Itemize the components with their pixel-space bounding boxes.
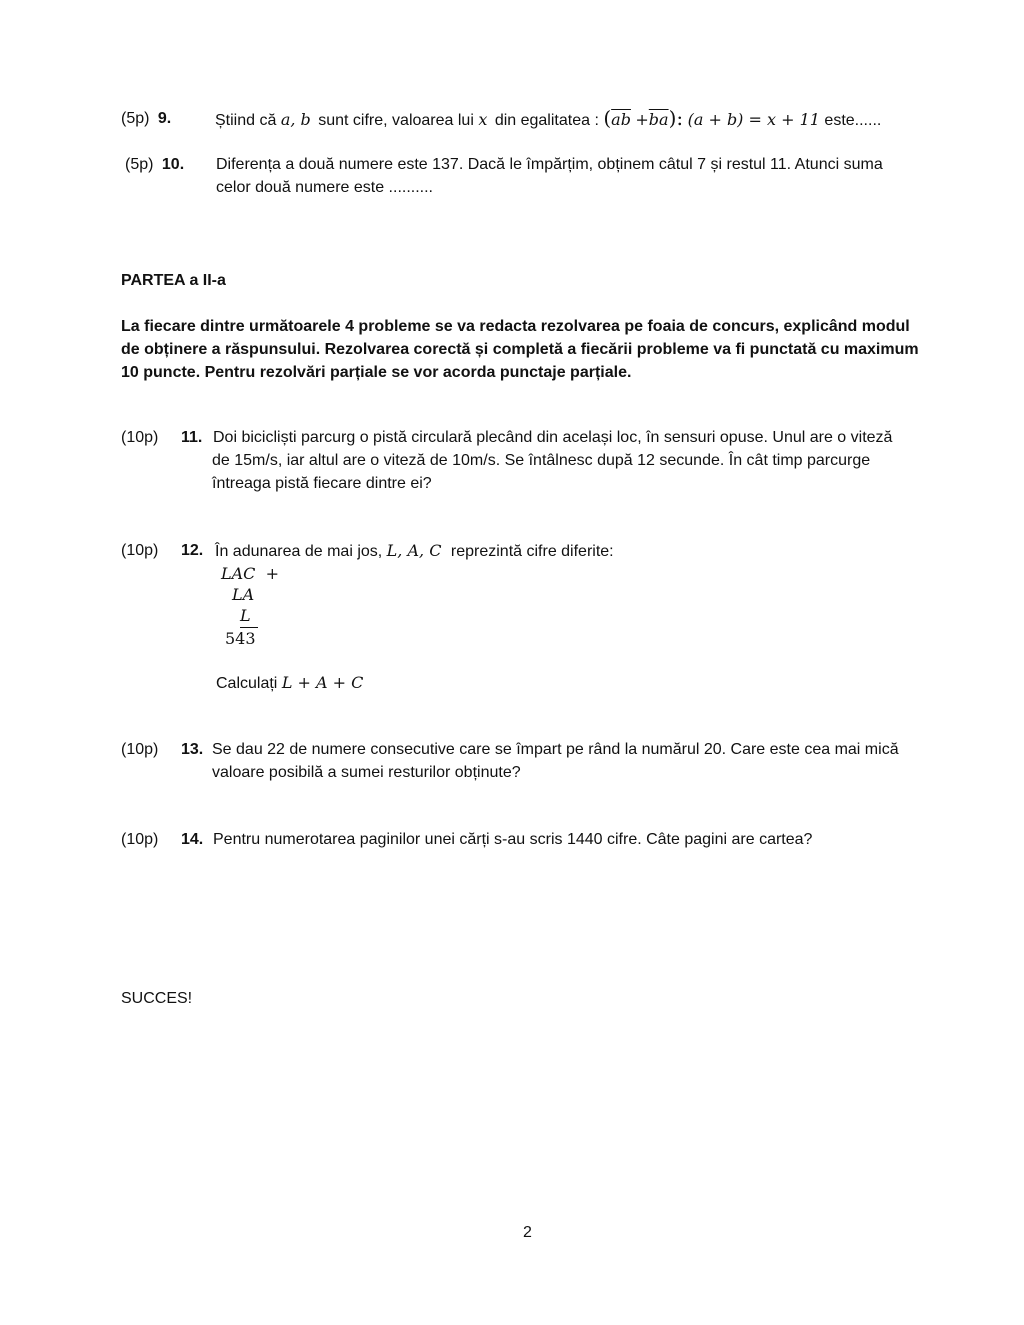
- addition-row-3: L: [240, 604, 258, 628]
- problem-9-ab-overline: $\overline{ab}$: [611, 110, 631, 129]
- problem-12-number: 12.: [181, 542, 204, 559]
- addition-sum: 543: [225, 629, 256, 648]
- problem-9-var-x: x: [478, 110, 488, 129]
- problem-11-line-2: de 15m/s, iar altul are o viteză de 10m/s. Se întâlnesc după 12 secunde. În cât timp parcurge: [212, 452, 871, 469]
- problem-9-text-2: sunt cifre, valoarea lui: [318, 112, 474, 129]
- addition-row-1: LAC +: [221, 564, 279, 583]
- part-2-instructions-line-2: de obținere a răspunsului. Rezolvarea corectă și completă a fiecării probleme va fi punctată cu maximum: [121, 341, 919, 358]
- problem-9-plus: +: [635, 110, 649, 129]
- problem-12-calc-expr: L + A + C: [281, 673, 364, 692]
- problem-12-points: (10p): [121, 542, 159, 559]
- problem-12-text-1: În adunarea de mai jos,: [215, 543, 383, 560]
- problem-11-number: 11.: [181, 429, 203, 446]
- problem-12-calc-label: Calculați: [216, 675, 278, 692]
- problem-9-points: (5p): [121, 110, 150, 127]
- problem-10-line-1: Diferența a două numere este 137. Dacă le împărțim, obținem câtul 7 și restul 11. Atunci suma: [216, 156, 883, 173]
- addition-row-2: LA: [232, 585, 255, 604]
- part-2-title: PARTEA a II-a: [121, 272, 226, 289]
- problem-9-vars-ab: a, b: [280, 110, 311, 129]
- part-2-instructions-line-1: La fiecare dintre următoarele 4 probleme se va redacta rezolvarea pe foaia de concurs, explicând modul: [121, 318, 910, 335]
- problem-11-line-1: Doi bicicliști parcurg o pistă circulară plecând din același loc, în sensuri opuse. Unul are o viteză: [213, 429, 893, 446]
- problem-13-line-2: valoare posibilă a sumei resturilor obținute?: [212, 764, 521, 781]
- problem-10-number: 10.: [161, 156, 185, 173]
- problem-12-text-2: reprezintă cifre diferite:: [450, 543, 614, 560]
- problem-13-points: (10p): [121, 741, 159, 758]
- problem-9-equation: (a + b) = x + 11: [687, 110, 820, 129]
- problem-13-number: 13.: [181, 741, 204, 758]
- problem-9-open-paren: (: [603, 106, 612, 130]
- problem-14-line-1: Pentru numerotarea paginilor unei cărți s-au scris 1440 cifre. Câte pagini are cartea?: [213, 831, 813, 848]
- problem-11-rest: [212, 449, 870, 495]
- problem-12-text: [215, 539, 614, 563]
- problem-14-points: (10p): [121, 831, 159, 848]
- problem-9-number: 9.: [157, 110, 172, 127]
- problem-9-ba-overline: $\overline{ba}$: [648, 110, 669, 129]
- problem-14-number: 14.: [181, 831, 204, 848]
- problem-9-text-3: din egalitatea :: [494, 112, 599, 129]
- problem-11-line-3: întreaga pistă fiecare dintre ei?: [212, 475, 432, 492]
- problem-9: [121, 107, 171, 130]
- part-2-instructions-line-3: 10 puncte. Pentru rezolvări parțiale se vor acorda punctaje parțiale.: [121, 364, 632, 381]
- problem-13-line-1: Se dau 22 de numere consecutive care se împart pe rând la numărul 20. Care este cea mai mică: [212, 741, 899, 758]
- problem-9-text: [215, 107, 881, 132]
- problem-10: [125, 153, 184, 176]
- problem-12-calc: [216, 671, 363, 695]
- part-2-instructions: [121, 315, 919, 384]
- problem-10-points: (5p): [125, 156, 154, 173]
- page-number: 2: [523, 1224, 532, 1241]
- problem-10-text: [216, 153, 883, 199]
- problem-11-points: (10p): [121, 429, 159, 446]
- problem-12-vars: L, A, C: [386, 541, 442, 560]
- problem-9-text-4: este......: [824, 112, 882, 129]
- closing-text: SUCCES!: [121, 990, 193, 1007]
- problem-9-close-paren: ):: [668, 106, 684, 130]
- problem-10-line-2: celor două numere este ..........: [216, 179, 433, 196]
- problem-9-text-1: Știind că: [215, 112, 277, 129]
